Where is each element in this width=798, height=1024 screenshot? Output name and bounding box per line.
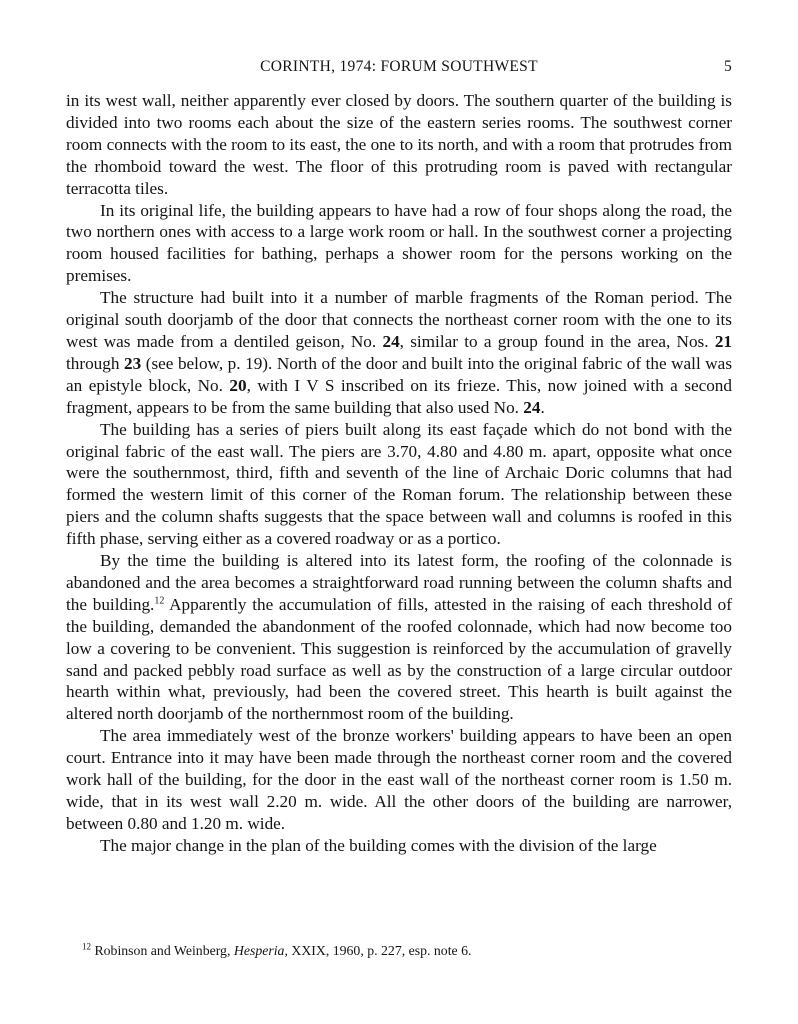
footnote-reference: 12: [154, 595, 165, 607]
running-title: CORINTH, 1974: FORUM SOUTHWEST: [260, 58, 538, 75]
footnote-text-after: , XXIX, 1960, p. 227, esp. note 6.: [284, 943, 472, 958]
paragraph: [66, 419, 732, 550]
paragraph-text: through: [66, 353, 125, 373]
paragraph-text: The structure had built into it a number of marble fragments of the Roman period. The original south doorjamb of the door that connects the northeast corner room with the one to its west was made from a dentiled geison, No.: [66, 288, 732, 351]
paragraph-text: The major change in the plan of the building comes with the division of the large: [100, 835, 657, 855]
paragraph: [66, 200, 732, 288]
paragraph: [66, 287, 732, 418]
catalog-number: 20: [229, 375, 247, 395]
footnote-journal: Hesperia: [233, 943, 285, 958]
paragraph-text: Apparently the accumulation of fills, attested in the raising of each threshold of the building, demanded the abandonment of the roofed colonnade, which had now become too low a covering to be convenient. This suggestion is reinforced by the accumulation of gravelly sand and packed pebbly road surface as well as by the construction of a large circular outdoor hearth within what, previously, had been the covered street. This hearth is built against the altered north doorjamb of the northernmost room of the building.: [66, 594, 733, 724]
footnote-marker: 12: [82, 941, 91, 952]
paragraph-text: in its west wall, neither apparently ever closed by doors. The southern quarter of the building is divided into two rooms each about the size of the eastern series rooms. The southwest corner room connects with the room to its east, the one to its north, and with a room that protrudes from the rhomboid toward the west. The floor of this protruding room is paved with rectangular terracotta tiles.: [66, 91, 732, 198]
paragraph-text: By the time the building is altered into its latest form, the roofing of the colonnade is abandoned and the area becomes a straightforward road running between the column shafts and the building.: [66, 551, 732, 614]
paragraph: [66, 90, 732, 200]
catalog-number: 24: [523, 397, 541, 417]
footnote-text-before: Robinson and Weinberg,: [91, 943, 234, 958]
catalog-number: 23: [124, 353, 142, 373]
body-text: [66, 90, 732, 857]
catalog-number: 24: [382, 331, 400, 351]
paragraph: [66, 835, 732, 857]
paragraph: [66, 550, 732, 725]
page-number: 5: [723, 58, 732, 75]
paragraph-text: In its original life, the building appears to have had a row of four shops along the road, the two northern ones with access to a large work room or hall. In the southwest corner a projecting room housed facilities for bathing, perhaps a shower room for the persons working on the premises.: [66, 200, 732, 286]
catalog-number: 21: [714, 331, 732, 351]
paragraph-text: .: [540, 397, 545, 417]
paragraph-text: The building has a series of piers built along its east façade which do not bond with the original fabric of the east wall. The piers are 3.70, 4.80 and 4.80 m. apart, opposite what once were the southernmost, third, fifth and seventh of the line of Archaic Doric columns that had formed the western limit of this corner of the Roman forum. The relationship between these piers and the column shafts suggests that the space between wall and columns is roofed in this fifth phase, serving either as a covered roadway or as a portico.: [66, 419, 732, 549]
footnote: [82, 942, 732, 960]
paragraph: [66, 725, 732, 835]
paragraph-text: (see below, p. 19). North of the door and built into the original fabric of the wall was an epistyle block, No.: [66, 353, 733, 395]
paragraph-text: The area immediately west of the bronze workers' building appears to have been an open court. Entrance into it may have been made through the northeast corner room and the covered work hall of the building, for the door in the east wall of the northeast corner room is 1.50 m. wide, that in its west wall 2.20 m. wide. All the other doors of the building are narrower, between 0.80 and 1.20 m. wide.: [66, 726, 732, 833]
paragraph-text: , with I V S inscribed on its frieze. This, now joined with a second fragment, appears to be from the same building that also used No.: [66, 375, 732, 417]
paragraph-text: , similar to a group found in the area, Nos.: [399, 331, 715, 351]
